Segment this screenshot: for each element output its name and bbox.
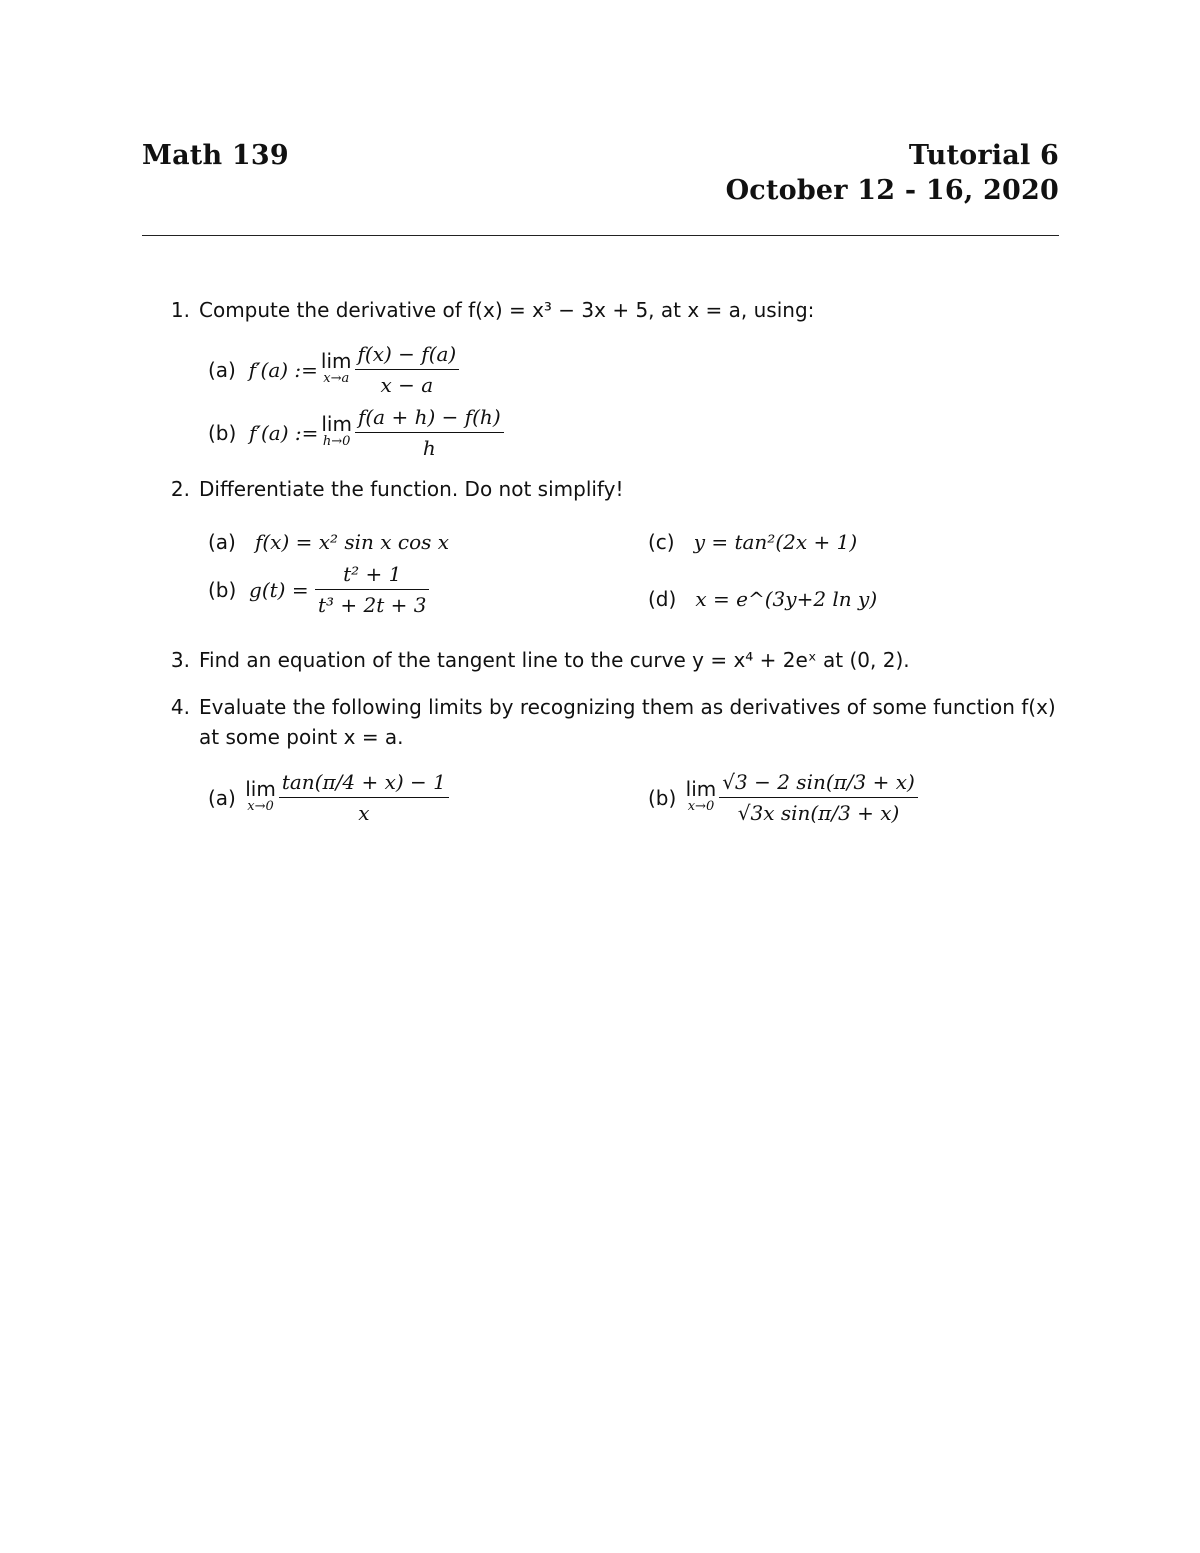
problem-1a-numerator: f(x) − f(a) [355,342,460,370]
problem-4-number: 4. [170,695,190,719]
problem-2-number: 2. [170,477,190,501]
problem-2c-label: (c) [648,530,675,554]
problem-2b [208,562,429,617]
problem-1a-lim-word: lim [320,348,352,373]
problem-1a-lim-sub: x→a [323,370,350,386]
problem-4a-label: (a) [208,785,236,810]
tutorial-number: Tutorial 6 [908,140,1059,171]
problem-2b-numerator: t² + 1 [315,562,430,590]
problem-4b-fraction [719,770,918,825]
problem-2b-denominator: t³ + 2t + 3 [317,593,427,617]
problem-4a-numerator: tan(π/4 + x) − 1 [279,770,449,798]
problem-4b-label: (b) [648,785,677,810]
problem-4b-limit [685,776,717,816]
problem-3-statement: Find an equation of the tangent line to the curve y = x⁴ + 2eˣ at (0, 2). [199,648,910,672]
problem-2a [208,530,449,554]
problem-2b-fraction [315,562,430,617]
problem-1-text [199,298,814,322]
problem-1b-numerator: f(a + h) − f(h) [355,405,504,433]
problem-4-statement-line1: Evaluate the following limits by recognizing them as derivatives of some function f(x) [199,695,1056,719]
problem-1b-lhs: f′(a) := [249,420,319,445]
header-divider [142,235,1059,236]
tutorial-dates: October 12 - 16, 2020 [725,175,1059,206]
problem-1b-lim-word: lim [321,411,352,436]
course-title: Math 139 [142,140,289,171]
problem-4a-fraction [279,770,449,825]
problem-2d-expr: x = e^(3y+2 ln y) [695,587,878,611]
problem-1a-label: (a) [208,357,236,382]
problem-4a-limit [245,776,276,816]
problem-1b-lim-sub: h→0 [322,433,351,449]
problem-1-number: 1. [170,298,190,322]
problem-2b-lhs: g(t) = [249,577,309,602]
problem-1a-lhs: f′(a) := [248,357,318,382]
problem-1b-label: (b) [208,420,237,445]
problem-4b-numerator: √3 − 2 sin(π/3 + x) [719,770,918,798]
problem-2c [648,530,857,554]
problem-1b [208,405,504,460]
problem-4a [208,770,449,825]
problem-1b-denominator: h [422,436,436,460]
problem-4b [648,770,918,825]
problem-2-statement: Differentiate the function. Do not simplify! [199,477,624,501]
problem-1a-denominator: x − a [380,373,434,397]
problem-2d [648,587,877,611]
problem-4a-lim-sub: x→0 [247,798,274,814]
problem-4b-lim-word: lim [685,776,717,801]
problem-3-number: 3. [170,648,190,672]
problem-4-statement-line2: at some point x = a. [199,725,404,749]
problem-1-statement: Compute the derivative of f(x) = x³ − 3x + 5, at x = a, using: [199,298,815,322]
problem-4a-denominator: x [358,801,370,825]
problem-4b-denominator: √3x sin(π/3 + x) [737,801,900,825]
problem-2a-label: (a) [208,530,236,554]
problem-2c-expr: y = tan²(2x + 1) [693,530,858,554]
problem-2d-label: (d) [648,587,677,611]
problem-4a-lim-word: lim [245,776,276,801]
problem-1b-fraction [355,405,504,460]
problem-1a-fraction [355,342,460,397]
problem-1b-limit [321,411,352,451]
problem-2b-label: (b) [208,577,237,602]
problem-4b-lim-sub: x→0 [687,798,715,814]
problem-1a [208,342,459,397]
problem-1a-limit [320,348,352,388]
problem-2a-expr: f(x) = x² sin x cos x [254,530,450,554]
